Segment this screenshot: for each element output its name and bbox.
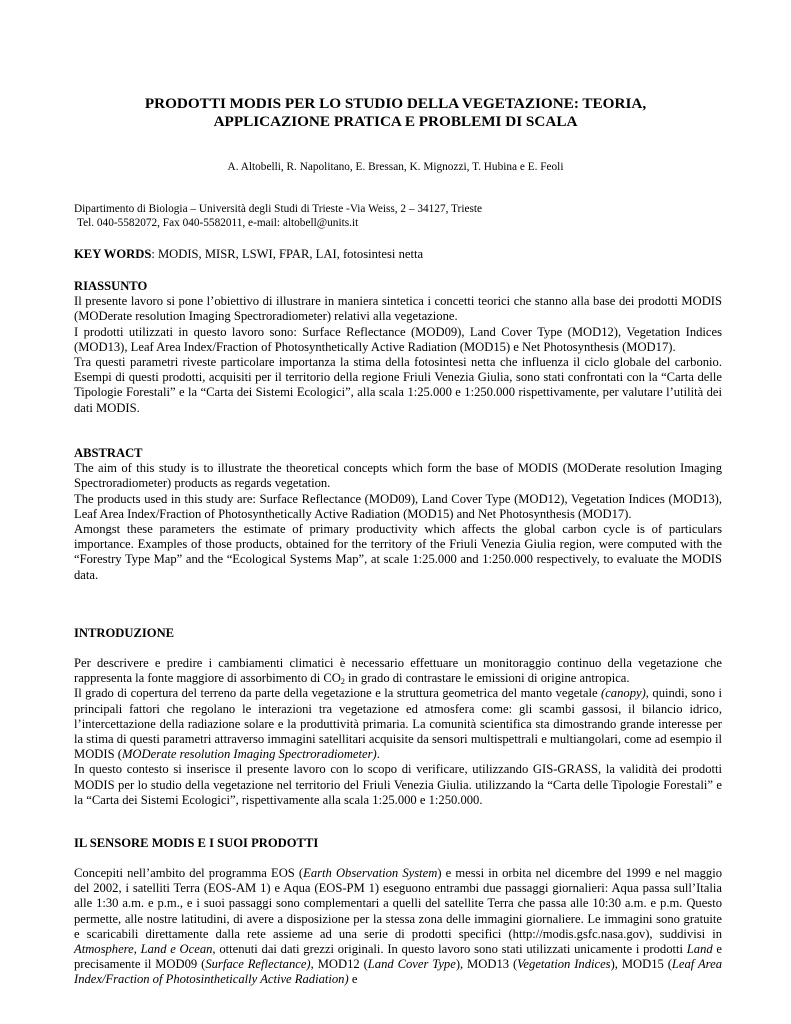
sensore-text-1: Concepiti nell’ambito del programma EOS (	[74, 866, 304, 880]
intro-p2-italic-modis: MODerate resolution Imaging Spectroradiometer)	[121, 747, 377, 762]
riassunto-section	[74, 279, 722, 416]
introduzione-heading: INTRODUZIONE	[74, 626, 175, 640]
sensore-italic-2: Atmosphere	[74, 942, 134, 957]
intro-p2-text-b: , quindi, sono i principali fattori che regolano le interazioni tra vegetazione ed atmosfera come: gli scambi gassosi, il bilancio idrico, l’intercettazione della radiazione solare e la produttività primaria. La comunità scientifica sta dimostrando grande interesse per la stima di questi parametri attraverso immagini satellitari acquisite da sensori multispettrali e multiangolari, come ad esempio il MODIS (	[74, 686, 723, 762]
intro-p1-text-a: Per descrivere e predire i cambiamenti climatici è necessario effettuare un monitoraggio continuo della vegetazione che rappresenta la fonte maggiore di assorbimento di CO	[74, 656, 722, 686]
introduzione-paragraph-2	[74, 686, 722, 762]
sensore-italic-1: Earth Observation System	[303, 866, 438, 880]
sensore-paragraph	[74, 866, 722, 988]
sensore-text-6: , MOD12 (	[310, 957, 368, 972]
author-list: A. Altobelli, R. Napolitano, E. Bressan, K. Mignozzi, T. Hubina e E. Feoli	[227, 161, 564, 173]
keywords-text: : MODIS, MISR, LSWI, FPAR, LAI, fotosintesi netta	[151, 247, 424, 261]
sensore-italic-3: Land e Ocean,	[140, 942, 216, 957]
sensore-italic-4: Land	[686, 942, 713, 957]
abstract-section	[74, 446, 722, 583]
paper-title	[70, 95, 721, 130]
sensore-italic-7: Vegetation Indices	[517, 957, 611, 972]
sensore-text-8: ), MOD15 (	[610, 957, 672, 972]
riassunto-paragraph-1: Il presente lavoro si pone l’obiettivo di illustrare in maniera sintetica i concetti teorici che stanno alla base dei prodotti MODIS (MODerate resolution Imaging Spectroradiometer) relativi alla vegetazione.	[74, 294, 722, 324]
sensore-text-2: ) e messi in orbita nel dicembre del 1999 e nel maggio del 2002, i satelliti Terra (EOS-AM 1) e Aqua (EOS-PM 1) eseguono entrambi due passaggi giornalieri: Aqua passa sull’Italia alle 1:30 a.m. e p.m., e i suoi passaggi sono complementari a quelli del satellite Terra che passa alle 10:30 a.m. e p.m. Questo permette, alle nostre latitudini, di avere a disposizione per la stessa zona delle immagini giornaliere. Le immagini sono gratuite e scaricabili direttamente dalla rete assieme ad una serie di prodotti specifici (http://modis.gsfc.nasa.gov), suddivisi in	[74, 866, 723, 941]
intro-p2-italic-canopy: (canopy)	[601, 686, 646, 701]
sensore-text-9: e	[348, 972, 358, 987]
intro-p2-text-c: .	[376, 747, 380, 762]
keywords	[74, 247, 724, 262]
affiliation	[74, 203, 724, 230]
introduzione-paragraph-1	[74, 656, 722, 686]
sensore-text-4: ottenuti dai dati grezzi originali. In questo lavoro sono stati utilizzati unicamente i prodotti	[215, 942, 687, 957]
riassunto-paragraph-2: I prodotti utilizzati in questo lavoro sono: Surface Reflectance (MOD09), Land Cover Type (MOD12), Vegetation Indices (MOD13), Leaf Area Index/Fraction of Photosynthetically Active Radiation (MOD15) e Net Photosynthesis (MOD17).	[74, 324, 722, 354]
sensore-text-7: ), MOD13 (	[455, 957, 518, 972]
riassunto-paragraph-3: Tra questi parametri riveste particolare importanza la stima della fotosintesi netta che influenza il ciclo globale del carbonio. Esempi di questi prodotti, acquisiti per il territorio della regione Friuli Venezia Giulia, sono stati confrontati con la “Carta delle Tipologie Forestali” e la “Carta dei Sistemi Ecologici”, alla scala 1:25.000 e 1:250.000 rispettivamente, per valutare l’utilità dei dati MODIS.	[74, 355, 722, 415]
co2-subscript: 2	[340, 677, 345, 687]
introduzione-section	[74, 656, 722, 808]
affiliation-line-2: Tel. 040-5582072, Fax 040-5582011, e-mail: altobell@units.it	[77, 216, 359, 229]
keywords-label: KEY WORDS	[74, 247, 152, 261]
abstract-heading: ABSTRACT	[74, 446, 143, 460]
sensore-text-5: e precisamente il MOD09 (	[74, 942, 722, 972]
introduzione-heading-block	[74, 626, 722, 641]
title-line-2: APPLICAZIONE PRATICA E PROBLEMI DI SCALA	[213, 112, 578, 130]
abstract-paragraph-3: Amongst these parameters the estimate of primary productivity which affects the global carbon cycle is of particulars importance. Examples of those products, obtained for the territory of the Friuli Venezia Giulia region, were computed with the “Forestry Type Map” and the “Ecological Systems Map”, at scale 1:25.000 and 1:250.000 respectively, to evaluate the MODIS data.	[74, 522, 722, 582]
sensore-section	[74, 866, 722, 988]
abstract-paragraph-1: The aim of this study is to illustrate the theoretical concepts which form the base of MODIS (MODerate resolution Imaging Spectroradiometer) products as regards vegetation.	[74, 461, 722, 491]
sensore-italic-8: Leaf Area Index/Fraction of Photosinthetically Active Radiation)	[74, 957, 722, 987]
sensore-italic-6: Land Cover Type	[367, 957, 456, 972]
riassunto-heading: RIASSUNTO	[74, 279, 148, 293]
intro-p1-text-b: in grado di contrastare le emissioni di origine antropica.	[344, 671, 630, 686]
sensore-text-3: ,	[133, 942, 141, 957]
sensore-heading: IL SENSORE MODIS E I SUOI PRODOTTI	[74, 836, 319, 850]
introduzione-paragraph-3: In questo contesto si inserisce il presente lavoro con lo scopo di verificare, utilizzando GIS-GRASS, la validità dei prodotti MODIS per lo studio della vegetazione nel territorio del Friuli Venezia Giulia. utilizzando la “Carta delle Tipologie Forestali” e la “Carta dei Sistemi Ecologici”, rispettivamente alla scala 1:25.000 e 1:250.000.	[74, 762, 722, 807]
affiliation-line-1: Dipartimento di Biologia – Università degli Studi di Trieste -Via Weiss, 2 – 34127, Trieste	[74, 203, 483, 215]
title-line-1: PRODOTTI MODIS PER LO STUDIO DELLA VEGETAZIONE: TEORIA,	[144, 95, 647, 112]
abstract-paragraph-2: The products used in this study are: Surface Reflectance (MOD09), Land Cover Type (MOD12), Vegetation Indices (MOD13), Leaf Area Index/Fraction of Photosynthetically Active Radiation (MOD15) and Net Photosynthesis (MOD17).	[74, 491, 722, 521]
sensore-italic-5: Surface Reflectance)	[205, 957, 311, 972]
intro-p2-text-a: Il grado di copertura del terreno da parte della vegetazione e la struttura geometrica del manto vegetale	[74, 686, 602, 701]
sensore-heading-block	[74, 836, 722, 851]
